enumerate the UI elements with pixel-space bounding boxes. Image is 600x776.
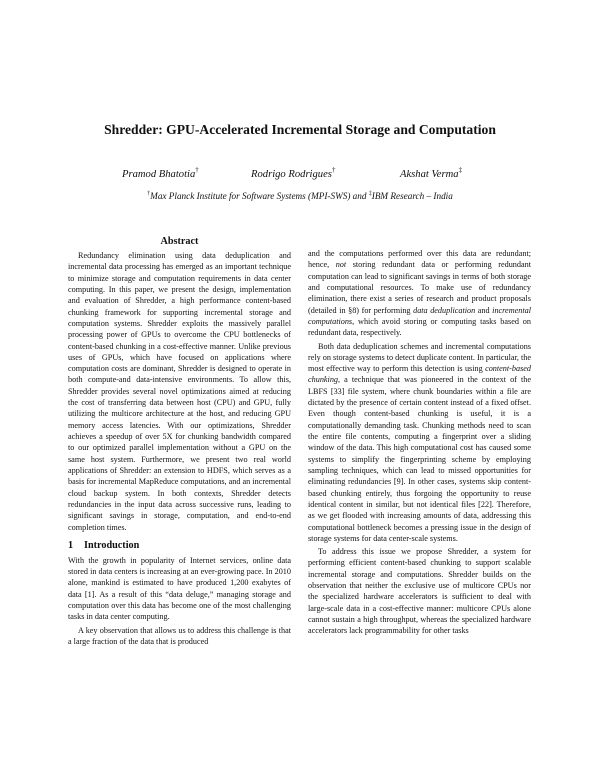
author-2-name: Rodrigo Rodrigues bbox=[251, 169, 332, 180]
affiliation-mark-1: † bbox=[147, 191, 151, 197]
section-heading bbox=[68, 539, 291, 552]
text-run: , which avoid storing or computing tasks based on redundant data, respectively. bbox=[308, 316, 531, 338]
section-title: Introduction bbox=[84, 539, 140, 551]
intro-paragraph-1: With the growth in popularity of Internet services, online data stored in data centers is increasing at an ever-growing pace. In 2010 alone, mankind is estimated to have produced 1,200 exabytes of data [1]. As a result of this “data deluge,” managing storage and computation over this data has become one of the most challenging tasks in data center computing. bbox=[68, 555, 291, 622]
author-3-name: Akshat Verma bbox=[400, 169, 459, 180]
affiliation-text-2: IBM Research – India bbox=[371, 191, 453, 201]
emphasis: data deduplication bbox=[413, 305, 476, 315]
author-2 bbox=[251, 166, 335, 180]
text-run: , a technique that was pioneered in the context of the LBFS [33] file system, where chunk boundaries within a file are dictated by the presence of certain content instead of a fixed offset. Even though content-based chunking is useful, it is a computationally demanding task. Chunking methods need to scan the entire file contents, computing a fingerprint over a sliding window of the data. This high computational cost has caused some systems to simplify the fingerprinting scheme by employing sampling techniques, which can lead to missed opportunities for eliminating redundancies [9]. In other cases, systems skip content-based chunking entirely, thus forgoing the opportunity to reuse identical content in similar, but not identical files [22]. Therefore, as we get flooded with increasing amounts of data, addressing this computational bottleneck becomes a pressing issue in the design of storage systems for data center-scale systems. bbox=[308, 375, 531, 543]
abstract-heading: Abstract bbox=[160, 236, 199, 247]
paper-title: Shredder: GPU-Accelerated Incremental Storage and Computation bbox=[104, 122, 496, 137]
author-1-name: Pramod Bhatotia bbox=[122, 169, 196, 180]
emphasis: incremental computations bbox=[308, 305, 531, 326]
section-number: 1 bbox=[68, 539, 74, 551]
right-paragraph-2 bbox=[308, 341, 531, 545]
text-run: and bbox=[475, 305, 493, 315]
text-run: storing redundant data or performing redundant computation can lead to significant savings in terms of both storage and computational resources. To make use of redundancy elimination, there exist a series of research and product proposals (detailed in §8) for performing bbox=[308, 260, 532, 315]
abstract-text: Redundancy elimination using data deduplication and incremental data processing has emerged as an important technique to minimize storage and computation requirements in data center computing. In this paper, we present the design, implementation and evaluation of Shredder, a high performance content-based chunking framework for supporting incremental storage and computation systems. Shredder exploits the massively parallel processing power of GPUs to overcome the CPU bottlenecks of content-based chunking in a cost-effective manner. Unlike previous uses of GPUs, which have focused on applications where computation costs are dominant, Shredder is designed to operate in both compute-and data-intensive environments. To allow this, Shredder provides several novel optimizations aimed at reducing the cost of transferring data between host (CPU) and GPU, fully utilizing the multicore architecture at the host, and reducing GPU memory access latencies. With our optimizations, Shredder achieves a speedup of over 5X for chunking bandwidth compared to our optimized parallel implementation without a GPU on the same host system. Furthermore, we present two real world applications of Shredder: an extension to HDFS, which serves as a basis for incremental MapReduce computations, and an incremental cloud backup system. In both contexts, Shredder detects redundancies in the input data across successive runs, leading to significant savings in storage, computation, and end-to-end completion times. bbox=[68, 251, 291, 532]
right-paragraph-1 bbox=[308, 248, 531, 339]
author-list bbox=[0, 166, 600, 184]
affiliation-line bbox=[0, 191, 600, 201]
text-run: and the computations performed over this data are redundant; hence, bbox=[308, 249, 531, 270]
affiliation-mark-2: ‡ bbox=[368, 191, 372, 197]
author-3 bbox=[400, 166, 462, 180]
author-2-mark: † bbox=[331, 166, 336, 174]
intro-paragraph-2: A key observation that allows us to address this challenge is that a large fraction of the data that is produced bbox=[68, 625, 291, 646]
emphasis: not bbox=[335, 260, 347, 270]
author-3-mark: ‡ bbox=[458, 166, 463, 174]
affiliation-text-1: Max Planck Institute for Software Systems (MPI-SWS) and bbox=[150, 191, 369, 201]
author-1-mark: † bbox=[195, 166, 199, 174]
author-1 bbox=[122, 166, 199, 180]
right-paragraph-3: To address this issue we propose Shredder, a system for performing efficient content-based chunking to support scalable incremental storage and computations. Shredder builds on the observation that neither the exclusive use of multicore CPUs nor the specialized hardware accelerators is sufficient to deal with large-scale data in a cost-effective manner: multicore CPUs alone cannot sustain a high throughput, whereas the specialized hardware accelerators lack programmability for other tasks bbox=[308, 547, 531, 636]
emphasis: content-based chunking bbox=[308, 364, 531, 385]
right-column bbox=[308, 248, 531, 637]
text-run: Both data deduplication schemes and incremental computations rely on storage systems to detect duplicate content. In particular, the most effective way to perform this detection is using bbox=[308, 341, 531, 374]
left-column bbox=[68, 236, 291, 647]
